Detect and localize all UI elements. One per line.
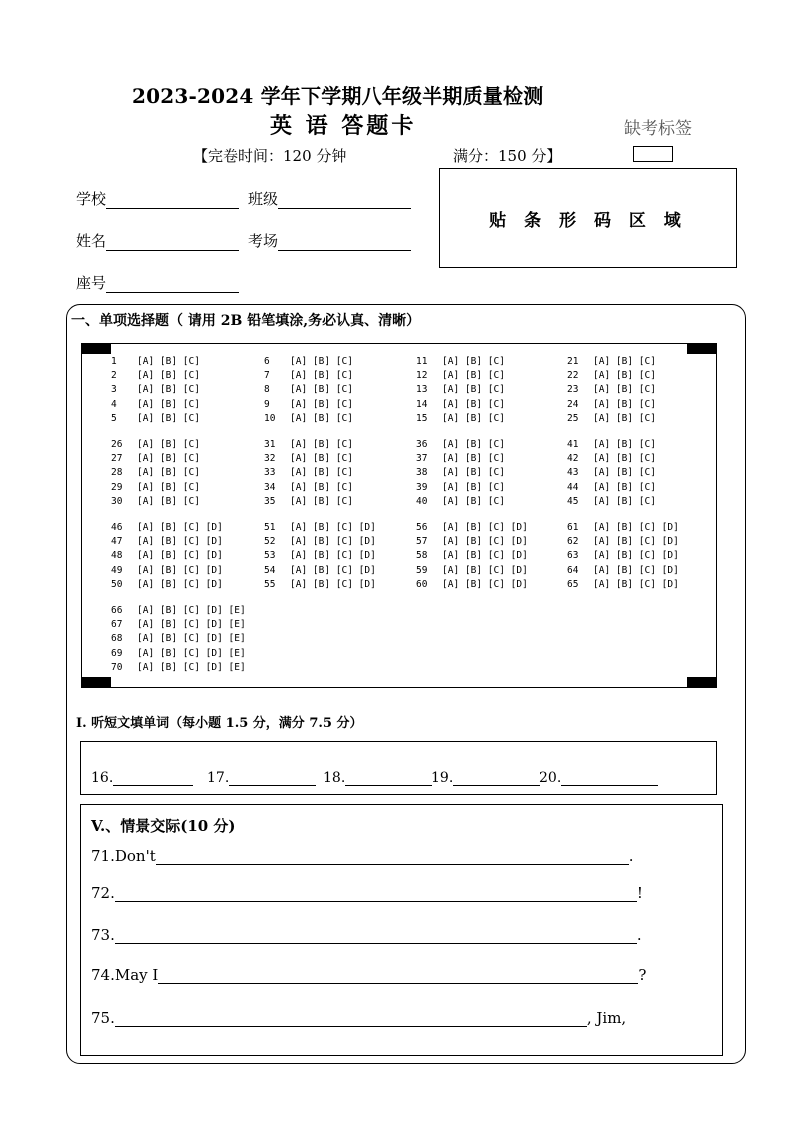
- answer-options[interactable]: [A] [B] [C]: [593, 384, 656, 396]
- answer-options[interactable]: [A] [B] [C] [D]: [137, 550, 223, 562]
- mc-question-row[interactable]: [111, 369, 200, 383]
- mc-question-row[interactable]: [567, 495, 656, 509]
- full-score: 满分：150 分】: [453, 147, 562, 165]
- answer-options[interactable]: [A] [B] [C] [D]: [442, 522, 528, 533]
- fill-item-label: 20.: [539, 770, 562, 786]
- section5-title: V.、情景交际(10 分): [91, 817, 236, 835]
- school-label: 学校: [76, 190, 107, 208]
- question-number: 57: [416, 536, 428, 548]
- answer-suffix: .: [636, 926, 642, 944]
- mc-block: [416, 438, 505, 509]
- mc-question-row[interactable]: [416, 521, 528, 535]
- name-input[interactable]: [106, 235, 239, 251]
- class-label: 班级: [248, 190, 279, 208]
- mc-question-row[interactable]: [264, 438, 353, 452]
- mc-block: [567, 521, 679, 592]
- mc-question-row[interactable]: [111, 495, 200, 509]
- answer-input-74[interactable]: [158, 968, 638, 984]
- answer-options[interactable]: [A] [B] [C]: [290, 398, 353, 410]
- answer-options[interactable]: [A] [B] [C]: [137, 439, 200, 450]
- fill-item-16: [91, 770, 193, 786]
- exam-time: 【完卷时间：120 分钟: [193, 147, 347, 165]
- question-number: 2: [111, 370, 117, 382]
- mc-question-row[interactable]: [111, 452, 200, 466]
- barcode-area: [439, 168, 737, 268]
- section1-title: 一、单项选择题（ 请用 2B 铅笔填涂,务必认真、清晰）: [71, 313, 421, 329]
- question-number: 7: [264, 370, 270, 382]
- mc-question-row[interactable]: [111, 355, 200, 369]
- answer-options[interactable]: [A] [B] [C]: [290, 495, 353, 507]
- mc-question-row[interactable]: [416, 481, 505, 495]
- question-number: 39: [416, 481, 428, 493]
- name-label: 姓名: [76, 232, 107, 250]
- question-number: 11: [416, 356, 428, 367]
- mc-question-row[interactable]: [264, 521, 376, 535]
- mc-question-row[interactable]: [264, 578, 376, 592]
- answer-options[interactable]: [A] [B] [C]: [137, 467, 200, 479]
- answer-options[interactable]: [A] [B] [C]: [290, 467, 353, 479]
- mc-question-row[interactable]: [416, 383, 505, 397]
- answer-options[interactable]: [A] [B] [C]: [593, 412, 656, 424]
- answer-options[interactable]: [A] [B] [C] [D]: [137, 536, 223, 548]
- answer-prefix: 75.: [91, 1009, 115, 1027]
- question-number: 62: [567, 536, 579, 548]
- mc-question-row[interactable]: [111, 604, 246, 618]
- question-number: 25: [567, 412, 579, 424]
- mc-question-row[interactable]: [111, 535, 223, 549]
- mc-block: [111, 604, 246, 675]
- mc-question-row[interactable]: [567, 578, 679, 592]
- answer-input-72[interactable]: [115, 886, 637, 902]
- answer-options[interactable]: [A] [B] [C] [D]: [290, 522, 376, 533]
- corner-mark: [687, 343, 717, 354]
- mc-question-row[interactable]: [416, 369, 505, 383]
- fill-item-17: [207, 770, 316, 786]
- mc-question-row[interactable]: [264, 495, 353, 509]
- question-number: 8: [264, 384, 270, 396]
- mc-question-row[interactable]: [567, 535, 679, 549]
- question-number: 32: [264, 453, 276, 465]
- seat-field-row: [76, 272, 239, 293]
- question-number: 13: [416, 384, 428, 396]
- answer-options[interactable]: [A] [B] [C]: [137, 356, 200, 367]
- question-number: 12: [416, 370, 428, 382]
- answer-suffix: ?: [638, 966, 647, 984]
- answer-options[interactable]: [A] [B] [C]: [290, 481, 353, 493]
- fill-item-19: [431, 770, 540, 786]
- answer-options[interactable]: [A] [B] [C]: [593, 439, 656, 450]
- mc-question-row[interactable]: [416, 412, 505, 426]
- mc-question-row[interactable]: [567, 412, 656, 426]
- question-number: 53: [264, 550, 276, 562]
- question-number: 65: [567, 578, 579, 590]
- answer-options[interactable]: [A] [B] [C] [D]: [593, 536, 679, 548]
- question-number: 22: [567, 370, 579, 382]
- mc-block: [567, 438, 656, 509]
- mc-question-row[interactable]: [567, 398, 656, 412]
- exam-title: 2023-2024 学年下学期八年级半期质量检测: [132, 84, 544, 108]
- name-field-row: [76, 230, 239, 251]
- question-number: 21: [567, 356, 579, 367]
- question-number: 41: [567, 439, 579, 450]
- mc-question-row[interactable]: [264, 383, 353, 397]
- question-number: 6: [264, 356, 270, 367]
- answer-options[interactable]: [A] [B] [C]: [442, 495, 505, 507]
- question-number: 42: [567, 453, 579, 465]
- answer-options[interactable]: [A] [B] [C]: [442, 398, 505, 410]
- question-number: 29: [111, 481, 123, 493]
- question-number: 60: [416, 578, 428, 590]
- question-number: 10: [264, 412, 276, 424]
- answer-sheet-title: 英 语 答题卡: [270, 113, 417, 139]
- mc-question-row[interactable]: [567, 355, 656, 369]
- mc-question-row[interactable]: [111, 383, 200, 397]
- mc-question-row[interactable]: [111, 632, 246, 646]
- question-number: 68: [111, 633, 123, 645]
- school-field-row: [76, 188, 239, 209]
- answer-options[interactable]: [A] [B] [C] [D] [E]: [137, 633, 246, 645]
- fill-in-box: [80, 741, 717, 795]
- question-number: 56: [416, 522, 428, 533]
- answer-options[interactable]: [A] [B] [C] [D]: [290, 550, 376, 562]
- answer-options[interactable]: [A] [B] [C]: [290, 356, 353, 367]
- answer-options[interactable]: [A] [B] [C]: [290, 439, 353, 450]
- mc-question-row[interactable]: [567, 466, 656, 480]
- question-number: 31: [264, 439, 276, 450]
- answer-options[interactable]: [A] [B] [C] [D]: [442, 578, 528, 590]
- mc-question-row[interactable]: [416, 578, 528, 592]
- mc-question-row[interactable]: [111, 521, 223, 535]
- answer-options[interactable]: [A] [B] [C] [D]: [593, 578, 679, 590]
- question-number: 44: [567, 481, 579, 493]
- mc-question-row[interactable]: [416, 495, 505, 509]
- mc-question-row[interactable]: [264, 535, 376, 549]
- question-number: 37: [416, 453, 428, 465]
- barcode-label: 贴 条 形 码 区 域: [489, 210, 687, 231]
- answer-prefix: 72.: [91, 884, 115, 902]
- question-number: 27: [111, 453, 123, 465]
- mc-question-row[interactable]: [111, 564, 223, 578]
- mc-question-row[interactable]: [264, 412, 353, 426]
- mc-question-row[interactable]: [264, 369, 353, 383]
- mc-question-row[interactable]: [416, 466, 505, 480]
- answer-options[interactable]: [A] [B] [C]: [593, 467, 656, 479]
- question-number: 64: [567, 564, 579, 576]
- answer-options[interactable]: [A] [B] [C] [D]: [442, 564, 528, 576]
- fill-input-19[interactable]: [453, 771, 540, 786]
- answer-options[interactable]: [A] [B] [C]: [442, 356, 505, 367]
- answer-options[interactable]: [A] [B] [C]: [593, 370, 656, 382]
- mc-question-row[interactable]: [111, 466, 200, 480]
- class-field-row: [248, 188, 411, 209]
- class-input[interactable]: [278, 193, 411, 209]
- mc-question-row[interactable]: [567, 452, 656, 466]
- answer-options[interactable]: [A] [B] [C]: [442, 412, 505, 424]
- question-number: 5: [111, 412, 117, 424]
- answer-options[interactable]: [A] [B] [C]: [137, 453, 200, 465]
- answer-options[interactable]: [A] [B] [C]: [137, 384, 200, 396]
- mc-question-row[interactable]: [264, 466, 353, 480]
- answer-options[interactable]: [A] [B] [C]: [290, 370, 353, 382]
- mc-question-row[interactable]: [111, 549, 223, 563]
- question-number: 35: [264, 495, 276, 507]
- question-number: 40: [416, 495, 428, 507]
- fill-item-18: [323, 770, 432, 786]
- mc-question-row[interactable]: [264, 549, 376, 563]
- answer-options[interactable]: [A] [B] [C]: [442, 370, 505, 382]
- answer-options[interactable]: [A] [B] [C]: [593, 398, 656, 410]
- mc-question-row[interactable]: [111, 661, 246, 675]
- answer-options[interactable]: [A] [B] [C] [D]: [290, 564, 376, 576]
- question-number: 30: [111, 495, 123, 507]
- answer-options[interactable]: [A] [B] [C]: [442, 467, 505, 479]
- answer-options[interactable]: [A] [B] [C]: [442, 439, 505, 450]
- question-number: 48: [111, 550, 123, 562]
- fill-input-17[interactable]: [229, 771, 316, 786]
- mc-question-row[interactable]: [416, 438, 505, 452]
- mc-question-row[interactable]: [416, 355, 505, 369]
- absent-checkbox[interactable]: [633, 146, 673, 162]
- mc-question-row[interactable]: [111, 578, 223, 592]
- mc-question-row[interactable]: [111, 412, 200, 426]
- question-number: 63: [567, 550, 579, 562]
- mc-block: [264, 521, 376, 592]
- answer-options[interactable]: [A] [B] [C] [D] [E]: [137, 605, 246, 616]
- question-number: 23: [567, 384, 579, 396]
- answer-options[interactable]: [A] [B] [C] [D]: [442, 550, 528, 562]
- answer-options[interactable]: [A] [B] [C]: [137, 370, 200, 382]
- question-number: 58: [416, 550, 428, 562]
- mc-question-row[interactable]: [416, 452, 505, 466]
- answer-options[interactable]: [A] [B] [C]: [442, 453, 505, 465]
- mc-block: [567, 355, 656, 426]
- question-number: 43: [567, 467, 579, 479]
- question-number: 15: [416, 412, 428, 424]
- answer-options[interactable]: [A] [B] [C] [D] [E]: [137, 661, 246, 673]
- mc-question-row[interactable]: [567, 438, 656, 452]
- mc-block: [111, 521, 223, 592]
- question-number: 46: [111, 522, 123, 533]
- corner-mark: [687, 677, 717, 688]
- answer-input-73[interactable]: [115, 928, 637, 944]
- answer-options[interactable]: [A] [B] [C] [D]: [593, 564, 679, 576]
- seat-label: 座号: [76, 274, 107, 292]
- answer-options[interactable]: [A] [B] [C]: [593, 481, 656, 493]
- absent-label: 缺考标签: [624, 119, 692, 139]
- mc-block: [416, 521, 528, 592]
- corner-mark: [81, 343, 111, 354]
- mc-block: [111, 438, 200, 509]
- fill-item-label: 16.: [91, 770, 114, 786]
- answer-options[interactable]: [A] [B] [C]: [593, 356, 656, 367]
- answer-options[interactable]: [A] [B] [C]: [290, 453, 353, 465]
- mc-block: [416, 355, 505, 426]
- answer-options[interactable]: [A] [B] [C]: [290, 384, 353, 396]
- answer-input-75[interactable]: [115, 1011, 587, 1027]
- question-number: 69: [111, 647, 123, 659]
- answer-options[interactable]: [A] [B] [C]: [137, 495, 200, 507]
- answer-options[interactable]: [A] [B] [C] [D] [E]: [137, 647, 246, 659]
- answer-options[interactable]: [A] [B] [C] [D]: [442, 536, 528, 548]
- mc-question-row[interactable]: [111, 481, 200, 495]
- mc-question-row[interactable]: [567, 521, 679, 535]
- mc-question-row[interactable]: [567, 383, 656, 397]
- answer-suffix: !: [636, 884, 643, 902]
- fill-item-20: [539, 770, 658, 786]
- question-number: 1: [111, 356, 117, 367]
- mc-question-row[interactable]: [416, 564, 528, 578]
- fill-input-20[interactable]: [561, 771, 658, 786]
- answer-options[interactable]: [A] [B] [C]: [137, 412, 200, 424]
- answer-options[interactable]: [A] [B] [C] [D]: [593, 522, 679, 533]
- answer-input-71[interactable]: [156, 849, 629, 865]
- answer-options[interactable]: [A] [B] [C] [D]: [290, 578, 376, 590]
- mc-question-row[interactable]: [264, 452, 353, 466]
- question-number: 26: [111, 439, 123, 450]
- fill-input-16[interactable]: [113, 771, 193, 786]
- mc-question-row[interactable]: [111, 438, 200, 452]
- question-number: 38: [416, 467, 428, 479]
- answer-options[interactable]: [A] [B] [C] [D] [E]: [137, 619, 246, 631]
- mc-question-row[interactable]: [264, 355, 353, 369]
- mc-question-row[interactable]: [111, 647, 246, 661]
- mc-block: [264, 355, 353, 426]
- mc-block: [111, 355, 200, 426]
- mc-question-row[interactable]: [416, 535, 528, 549]
- answer-options[interactable]: [A] [B] [C]: [593, 453, 656, 465]
- answer-options[interactable]: [A] [B] [C] [D]: [137, 564, 223, 576]
- mc-question-row[interactable]: [111, 398, 200, 412]
- fill-item-label: 19.: [431, 770, 454, 786]
- question-number: 67: [111, 619, 123, 631]
- answer-options[interactable]: [A] [B] [C]: [442, 384, 505, 396]
- question-number: 9: [264, 398, 270, 410]
- answer-options[interactable]: [A] [B] [C] [D]: [137, 578, 223, 590]
- mc-question-row[interactable]: [264, 564, 376, 578]
- answer-line-75: [91, 1009, 626, 1027]
- answer-options[interactable]: [A] [B] [C] [D]: [137, 522, 223, 533]
- answer-options[interactable]: [A] [B] [C]: [137, 481, 200, 493]
- answer-line-71: [91, 847, 634, 865]
- question-number: 24: [567, 398, 579, 410]
- exam-room-field-row: [248, 230, 411, 251]
- question-number: 49: [111, 564, 123, 576]
- mc-question-row[interactable]: [567, 481, 656, 495]
- answer-options[interactable]: [A] [B] [C]: [593, 495, 656, 507]
- answer-options[interactable]: [A] [B] [C] [D]: [593, 550, 679, 562]
- answer-line-72: [91, 884, 643, 902]
- answer-options[interactable]: [A] [B] [C]: [290, 412, 353, 424]
- question-number: 33: [264, 467, 276, 479]
- question-number: 47: [111, 536, 123, 548]
- fill-item-label: 17.: [207, 770, 230, 786]
- seat-input[interactable]: [106, 277, 239, 293]
- question-number: 66: [111, 605, 123, 616]
- mc-block: [264, 438, 353, 509]
- answer-prefix: 73.: [91, 926, 115, 944]
- question-number: 3: [111, 384, 117, 396]
- mc-question-row[interactable]: [416, 398, 505, 412]
- question-number: 51: [264, 522, 276, 533]
- corner-mark: [81, 677, 111, 688]
- question-number: 28: [111, 467, 123, 479]
- question-number: 61: [567, 522, 579, 533]
- mc-question-row[interactable]: [567, 549, 679, 563]
- answer-prefix: 74.May I: [91, 966, 159, 984]
- section2-title: I. 听短文填单词（每小题 1.5 分，满分 7.5 分）: [76, 716, 363, 731]
- question-number: 54: [264, 564, 276, 576]
- question-number: 4: [111, 398, 117, 410]
- question-number: 52: [264, 536, 276, 548]
- answer-line-73: [91, 926, 642, 944]
- exam-room-input[interactable]: [278, 235, 411, 251]
- answer-suffix: , Jim,: [586, 1009, 627, 1027]
- mc-question-row[interactable]: [264, 398, 353, 412]
- mc-question-row[interactable]: [567, 564, 679, 578]
- answer-line-74: [91, 966, 646, 984]
- question-number: 14: [416, 398, 428, 410]
- question-number: 36: [416, 439, 428, 450]
- answer-prefix: 71.Don't: [91, 847, 156, 865]
- question-number: 55: [264, 578, 276, 590]
- answer-options[interactable]: [A] [B] [C]: [137, 398, 200, 410]
- exam-room-label: 考场: [248, 232, 279, 250]
- mc-question-row[interactable]: [111, 618, 246, 632]
- answer-options[interactable]: [A] [B] [C]: [442, 481, 505, 493]
- question-number: 50: [111, 578, 123, 590]
- school-input[interactable]: [106, 193, 239, 209]
- question-number: 34: [264, 481, 276, 493]
- question-number: 59: [416, 564, 428, 576]
- answer-options[interactable]: [A] [B] [C] [D]: [290, 536, 376, 548]
- mc-question-row[interactable]: [264, 481, 353, 495]
- fill-item-label: 18.: [323, 770, 346, 786]
- question-number: 45: [567, 495, 579, 507]
- mc-question-row[interactable]: [416, 549, 528, 563]
- fill-input-18[interactable]: [345, 771, 432, 786]
- mc-question-row[interactable]: [567, 369, 656, 383]
- answer-suffix: .: [628, 847, 634, 865]
- question-number: 70: [111, 661, 123, 673]
